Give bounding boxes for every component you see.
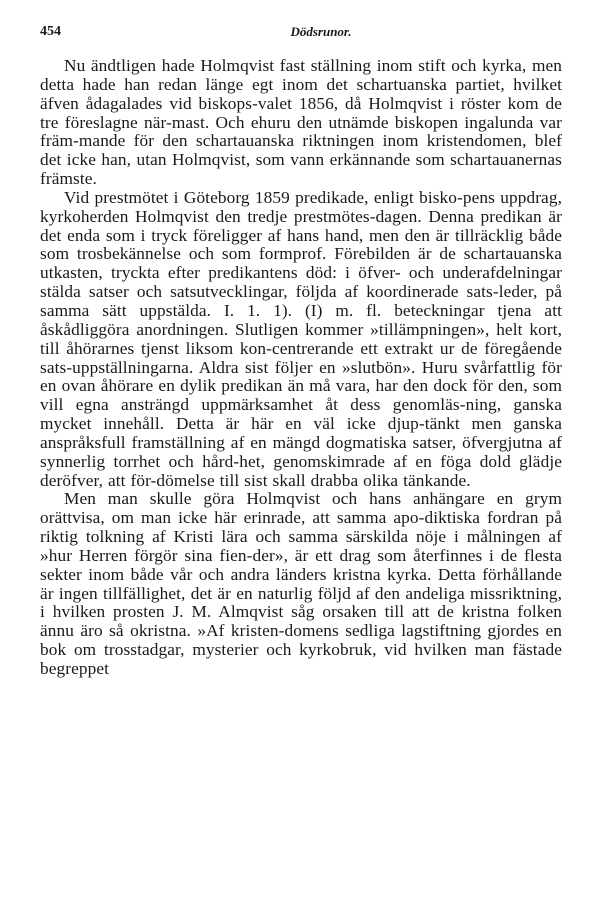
- paragraph: Nu ändtligen hade Holmqvist fast ställning inom stift och kyrka, men detta hade han redan länge egt inom det schartuanska partiet, hvilket äfven ådagalades vid biskops-valet 1856, då Holmqvist i röster kom de tre föreslagne när-mast. Och ehuru den utnämde biskopen ingalunda var främ-mande för den schartauanska riktningen inom kristendomen, blef det icke han, utan Holmqvist, som vann erkännande som schartauanernas främste.: [40, 56, 562, 189]
- body-text: [40, 57, 562, 679]
- paragraph: Vid prestmötet i Göteborg 1859 predikade, enligt bisko-pens uppdrag, kyrkoherden Holmqvist den tredje prestmötes-dagen. Denna predikan är det enda som i tryck föreligger af hans hand, men den är tillräcklig både som trosbekännelse och som formprof. Förebilden är de schartauanska utkasten, tryckta efter predikantens död: i öfver- och underafdelningar stälda satser och satsutvecklingar, följda af koordinerade sats-leder, på samma sätt uppstälda. I. 1. 1). (I) m. fl. beteckningar tjena att åskådliggöra anordningen. Slutligen kommer »tillämpningen», helt kort, till åhörarnes tjenst liksom kon-centrerande ett extrakt ur de föregående sats-uppställningarna. Aldra sist följer en »slutbön». Huru svårfattlig för en ovan åhörare en dylik predikan än må vara, har den dock för den, som vill egna ansträngd uppmärksamhet åt dess genomläs-ning, ganska mycket innehåll. Detta är här en väl icke djup-tänkt men ganska anspråksfull framställning af en mängd dogmatiska satser, öfvergjutna af synnerlig torrhet och hård-het, genomskimrade af en föga dold glädje deröfver, att för-dömelse till sist skall drabba olika tänkande.: [40, 187, 562, 490]
- paragraph: Men man skulle göra Holmqvist och hans anhängare en grym orättvisa, om man icke här erinrade, att samma apo-diktiska fordran på riktig tolkning af Kristi lära och samma särskilda nöje i målningen af »hur Herren förgör sina fien-der», är ett drag som återfinnes i de flesta sekter inom både vår och andra länders kristna kyrka. Detta förhållande är ingen tillfällighet, det är en naturlig följd af den andeliga missriktning, i hvilken prosten J. M. Almqvist såg orsaken till att de kristna folken ännu äro så okristna. »Af kristen-domens sedliga lagstiftning gjordes en bok om trosstadgar, mysterier och kyrkobruk, vid hvilken man fästade begreppet: [40, 489, 562, 678]
- running-title: Dödsrunor.: [290, 24, 352, 39]
- page-number: 454: [40, 24, 61, 39]
- page-header: [40, 24, 562, 44]
